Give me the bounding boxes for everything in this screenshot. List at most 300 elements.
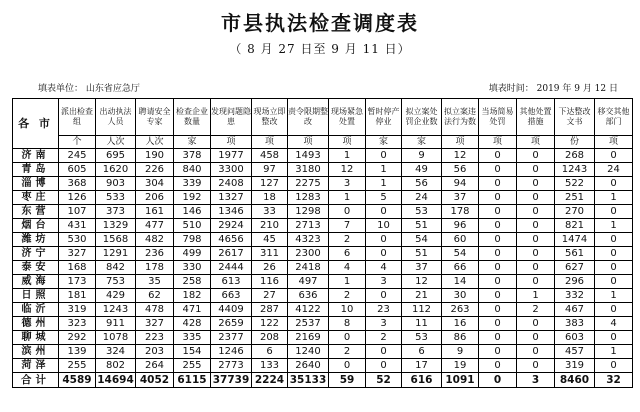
value-cell: 3	[366, 317, 402, 331]
value-cell: 0	[595, 233, 633, 247]
value-cell: 2377	[211, 331, 252, 345]
value-cell: 0	[595, 359, 633, 373]
total-cell: 59	[329, 373, 366, 388]
value-cell: 0	[479, 303, 517, 317]
unit-cell: 项	[479, 136, 517, 149]
total-cell: 6115	[174, 373, 211, 388]
total-cell: 35133	[288, 373, 329, 388]
value-cell: 636	[288, 289, 329, 303]
value-cell: 522	[555, 177, 595, 191]
value-cell: 1	[329, 275, 366, 289]
value-cell: 206	[136, 191, 174, 205]
table-row	[13, 233, 633, 247]
value-cell: 49	[402, 163, 442, 177]
value-cell: 54	[442, 247, 479, 261]
value-cell: 161	[136, 205, 174, 219]
value-cell: 1	[595, 191, 633, 205]
value-cell: 663	[211, 289, 252, 303]
value-cell: 12	[402, 275, 442, 289]
value-cell: 255	[59, 359, 96, 373]
city-cell: 临沂	[13, 303, 59, 317]
value-cell: 2	[329, 345, 366, 359]
unit-cell: 项	[329, 136, 366, 149]
value-cell: 251	[555, 191, 595, 205]
city-cell: 东营	[13, 205, 59, 219]
value-cell: 6	[329, 247, 366, 261]
value-cell: 1	[595, 219, 633, 233]
value-cell: 4	[366, 261, 402, 275]
column-header: 出动执法人员	[96, 99, 136, 136]
city-cell: 济南	[13, 149, 59, 163]
value-cell: 1	[329, 149, 366, 163]
value-cell: 0	[595, 177, 633, 191]
value-cell: 0	[517, 233, 555, 247]
value-cell: 373	[96, 205, 136, 219]
fill-unit: 填表单位： 山东省应急厅	[38, 84, 140, 94]
column-header: 暂时停产停业	[366, 99, 402, 136]
value-cell: 60	[442, 233, 479, 247]
table-row	[13, 303, 633, 317]
value-cell: 1	[595, 345, 633, 359]
value-cell: 530	[59, 233, 96, 247]
city-cell: 淄博	[13, 177, 59, 191]
column-header: 聘请安全专家	[136, 99, 174, 136]
value-cell: 1474	[555, 233, 595, 247]
value-cell: 0	[517, 345, 555, 359]
value-cell: 499	[174, 247, 211, 261]
value-cell: 3300	[211, 163, 252, 177]
value-cell: 97	[252, 163, 288, 177]
value-cell: 695	[96, 149, 136, 163]
value-cell: 37	[402, 261, 442, 275]
table-row	[13, 247, 633, 261]
value-cell: 181	[59, 289, 96, 303]
total-cell: 2224	[252, 373, 288, 388]
value-cell: 6	[402, 345, 442, 359]
value-cell: 627	[555, 261, 595, 275]
value-cell: 0	[329, 359, 366, 373]
total-row	[13, 373, 633, 388]
column-header: 其他处置措施	[517, 99, 555, 136]
value-cell: 0	[366, 359, 402, 373]
value-cell: 27	[252, 289, 288, 303]
city-cell: 威海	[13, 275, 59, 289]
value-cell: 1	[595, 289, 633, 303]
value-cell: 107	[59, 205, 96, 219]
value-cell: 112	[402, 303, 442, 317]
value-cell: 45	[252, 233, 288, 247]
city-cell: 潍坊	[13, 233, 59, 247]
value-cell: 35	[136, 275, 174, 289]
value-cell: 8	[329, 317, 366, 331]
value-cell: 0	[366, 205, 402, 219]
unit-cell: 份	[555, 136, 595, 149]
value-cell: 4409	[211, 303, 252, 317]
value-cell: 510	[174, 219, 211, 233]
value-cell: 0	[517, 219, 555, 233]
value-cell: 30	[442, 289, 479, 303]
value-cell: 2617	[211, 247, 252, 261]
value-cell: 0	[517, 331, 555, 345]
total-label: 合计	[13, 373, 59, 388]
inspection-table	[12, 98, 633, 388]
value-cell: 2	[329, 289, 366, 303]
value-cell: 2537	[288, 317, 329, 331]
value-cell: 51	[402, 247, 442, 261]
value-cell: 9	[402, 149, 442, 163]
value-cell: 497	[288, 275, 329, 289]
table-row	[13, 331, 633, 345]
value-cell: 56	[442, 163, 479, 177]
value-cell: 24	[402, 191, 442, 205]
city-column-header: 各 市	[13, 99, 59, 149]
total-cell: 14694	[97, 373, 134, 386]
total-cell: 3	[517, 373, 555, 388]
value-cell: 753	[96, 275, 136, 289]
column-header: 责令限期整改	[288, 99, 329, 136]
total-cell: 4052	[136, 373, 174, 388]
value-cell: 0	[479, 163, 517, 177]
city-cell: 德州	[13, 317, 59, 331]
value-cell: 1	[366, 177, 402, 191]
unit-cell: 项	[442, 136, 479, 149]
unit-cell: 个	[59, 136, 96, 149]
value-cell: 802	[96, 359, 136, 373]
value-cell: 2924	[211, 219, 252, 233]
value-cell: 323	[59, 317, 96, 331]
value-cell: 4	[595, 317, 633, 331]
value-cell: 2	[329, 233, 366, 247]
value-cell: 0	[517, 261, 555, 275]
value-cell: 255	[174, 359, 211, 373]
value-cell: 4656	[211, 233, 252, 247]
value-cell: 245	[59, 149, 96, 163]
value-cell: 0	[329, 331, 366, 345]
page-title: 市县执法检查调度表	[221, 11, 419, 35]
city-cell: 济宁	[13, 247, 59, 261]
value-cell: 223	[136, 331, 174, 345]
table-row	[13, 317, 633, 331]
total-cell: 0	[479, 373, 517, 388]
value-cell: 1240	[288, 345, 329, 359]
table-row	[13, 261, 633, 275]
value-cell: 1243	[555, 163, 595, 177]
value-cell: 2640	[288, 359, 329, 373]
value-cell: 146	[174, 205, 211, 219]
value-cell: 0	[595, 205, 633, 219]
unit-cell: 人次	[96, 136, 136, 149]
column-header: 移交其他部门	[595, 99, 633, 136]
value-cell: 139	[59, 345, 96, 359]
value-cell: 53	[402, 331, 442, 345]
value-cell: 533	[96, 191, 136, 205]
value-cell: 23	[366, 303, 402, 317]
table-row	[13, 345, 633, 359]
value-cell: 311	[252, 247, 288, 261]
value-cell: 56	[402, 177, 442, 191]
value-cell: 208	[252, 331, 288, 345]
value-cell: 0	[479, 331, 517, 345]
value-cell: 203	[136, 345, 174, 359]
value-cell: 911	[96, 317, 136, 331]
value-cell: 4	[329, 261, 366, 275]
value-cell: 296	[555, 275, 595, 289]
value-cell: 182	[174, 289, 211, 303]
value-cell: 0	[595, 261, 633, 275]
value-cell: 327	[136, 317, 174, 331]
total-cell: 37739	[211, 373, 252, 388]
city-cell: 菏泽	[13, 359, 59, 373]
column-header: 当场简易处罚	[479, 99, 517, 136]
value-cell: 168	[59, 261, 96, 275]
city-cell: 日照	[13, 289, 59, 303]
table-body	[13, 149, 633, 373]
value-cell: 0	[517, 149, 555, 163]
value-cell: 3180	[288, 163, 329, 177]
value-cell: 18	[252, 191, 288, 205]
value-cell: 2418	[288, 261, 329, 275]
value-cell: 178	[442, 205, 479, 219]
value-cell: 471	[174, 303, 211, 317]
unit-cell: 项	[252, 136, 288, 149]
value-cell: 339	[174, 177, 211, 191]
value-cell: 127	[252, 177, 288, 191]
value-cell: 24	[595, 163, 633, 177]
value-cell: 2	[366, 331, 402, 345]
table-row	[13, 289, 633, 303]
value-cell: 1977	[211, 149, 252, 163]
value-cell: 0	[479, 233, 517, 247]
header-row	[13, 99, 633, 136]
value-cell: 19	[442, 359, 479, 373]
value-cell: 287	[252, 303, 288, 317]
value-cell: 429	[96, 289, 136, 303]
table-row	[13, 219, 633, 233]
table-row	[13, 205, 633, 219]
value-cell: 0	[517, 191, 555, 205]
value-cell: 0	[366, 345, 402, 359]
value-cell: 9	[442, 345, 479, 359]
unit-cell: 家	[402, 136, 442, 149]
table-row	[13, 177, 633, 191]
value-cell: 51	[402, 219, 442, 233]
value-cell: 270	[555, 205, 595, 219]
unit-cell: 项	[517, 136, 555, 149]
total-cell: 32	[595, 373, 633, 388]
units-row	[13, 136, 633, 149]
value-cell: 304	[136, 177, 174, 191]
value-cell: 12	[329, 163, 366, 177]
column-header: 拟立案处罚企业数	[402, 99, 442, 136]
value-cell: 431	[59, 219, 96, 233]
city-cell: 烟台	[13, 219, 59, 233]
value-cell: 154	[174, 345, 211, 359]
value-cell: 2169	[288, 331, 329, 345]
value-cell: 840	[174, 163, 211, 177]
value-cell: 0	[479, 275, 517, 289]
table-row	[13, 275, 633, 289]
value-cell: 226	[136, 163, 174, 177]
total-cell: 8460	[555, 373, 595, 388]
value-cell: 10	[366, 219, 402, 233]
value-cell: 26	[252, 261, 288, 275]
value-cell: 561	[555, 247, 595, 261]
value-cell: 457	[555, 345, 595, 359]
value-cell: 0	[479, 191, 517, 205]
value-cell: 4323	[288, 233, 329, 247]
value-cell: 0	[366, 247, 402, 261]
value-cell: 0	[479, 219, 517, 233]
value-cell: 1246	[211, 345, 252, 359]
value-cell: 482	[136, 233, 174, 247]
unit-cell: 项	[211, 136, 252, 149]
value-cell: 62	[136, 289, 174, 303]
value-cell: 21	[402, 289, 442, 303]
value-cell: 1291	[96, 247, 136, 261]
value-cell: 11	[402, 317, 442, 331]
unit-cell: 人次	[136, 136, 174, 149]
table-row	[13, 163, 633, 177]
city-cell: 泰安	[13, 261, 59, 275]
date-range-subtitle: （ 8 月 27 日至 9 月 11 日）	[229, 42, 411, 56]
value-cell: 0	[479, 359, 517, 373]
value-cell: 2773	[211, 359, 252, 373]
value-cell: 178	[136, 261, 174, 275]
value-cell: 0	[517, 163, 555, 177]
value-cell: 1078	[96, 331, 136, 345]
value-cell: 17	[402, 359, 442, 373]
value-cell: 903	[96, 177, 136, 191]
city-cell: 滨州	[13, 345, 59, 359]
city-cell: 枣庄	[13, 191, 59, 205]
column-header: 下达整改文书	[555, 99, 595, 136]
value-cell: 0	[479, 345, 517, 359]
total-cell: 52	[366, 373, 402, 388]
value-cell: 0	[479, 317, 517, 331]
column-header: 现场立即整改	[252, 99, 288, 136]
table-row	[13, 149, 633, 163]
value-cell: 0	[517, 247, 555, 261]
value-cell: 603	[555, 331, 595, 345]
value-cell: 1243	[96, 303, 136, 317]
value-cell: 116	[252, 275, 288, 289]
value-cell: 190	[136, 149, 174, 163]
value-cell: 292	[59, 331, 96, 345]
value-cell: 264	[136, 359, 174, 373]
value-cell: 7	[329, 219, 366, 233]
value-cell: 173	[59, 275, 96, 289]
value-cell: 122	[252, 317, 288, 331]
value-cell: 0	[479, 205, 517, 219]
value-cell: 4122	[288, 303, 329, 317]
value-cell: 2	[517, 303, 555, 317]
value-cell: 1620	[96, 163, 136, 177]
fill-date: 填表时间： 2019 年 9 月 12 日	[488, 84, 618, 94]
table-row	[13, 191, 633, 205]
value-cell: 2713	[288, 219, 329, 233]
value-cell: 0	[595, 149, 633, 163]
unit-cell: 家	[174, 136, 211, 149]
value-cell: 1	[366, 163, 402, 177]
column-header: 发现问题隐患	[211, 99, 252, 136]
value-cell: 66	[442, 261, 479, 275]
value-cell: 1298	[288, 205, 329, 219]
value-cell: 0	[517, 177, 555, 191]
value-cell: 605	[59, 163, 96, 177]
value-cell: 0	[329, 205, 366, 219]
value-cell: 133	[252, 359, 288, 373]
value-cell: 53	[402, 205, 442, 219]
total-cell: 1091	[442, 373, 479, 388]
value-cell: 383	[555, 317, 595, 331]
column-header: 派出检查组	[59, 99, 96, 136]
value-cell: 798	[174, 233, 211, 247]
city-cell: 青岛	[13, 163, 59, 177]
value-cell: 478	[136, 303, 174, 317]
value-cell: 2275	[288, 177, 329, 191]
value-cell: 37	[442, 191, 479, 205]
unit-cell: 家	[366, 136, 402, 149]
value-cell: 428	[174, 317, 211, 331]
column-header: 现场紧急处置	[329, 99, 366, 136]
value-cell: 33	[252, 205, 288, 219]
value-cell: 12	[442, 149, 479, 163]
value-cell: 477	[136, 219, 174, 233]
value-cell: 467	[555, 303, 595, 317]
unit-cell: 项	[595, 136, 633, 149]
value-cell: 1493	[288, 149, 329, 163]
value-cell: 5	[366, 191, 402, 205]
table-row	[13, 359, 633, 373]
value-cell: 1329	[96, 219, 136, 233]
value-cell: 0	[366, 149, 402, 163]
value-cell: 86	[442, 331, 479, 345]
value-cell: 263	[442, 303, 479, 317]
value-cell: 0	[479, 177, 517, 191]
value-cell: 192	[174, 191, 211, 205]
column-header: 检查企业数量	[174, 99, 211, 136]
value-cell: 327	[59, 247, 96, 261]
value-cell: 0	[595, 247, 633, 261]
value-cell: 3	[366, 275, 402, 289]
value-cell: 54	[402, 233, 442, 247]
value-cell: 1283	[288, 191, 329, 205]
value-cell: 94	[442, 177, 479, 191]
column-header: 拟立案违法行为数	[442, 99, 479, 136]
value-cell: 0	[366, 289, 402, 303]
value-cell: 14	[442, 275, 479, 289]
value-cell: 0	[517, 205, 555, 219]
value-cell: 324	[96, 345, 136, 359]
value-cell: 0	[479, 261, 517, 275]
value-cell: 0	[479, 289, 517, 303]
value-cell: 0	[479, 247, 517, 261]
value-cell: 0	[595, 275, 633, 289]
value-cell: 96	[442, 219, 479, 233]
unit-cell: 项	[288, 136, 329, 149]
value-cell: 258	[174, 275, 211, 289]
value-cell: 268	[555, 149, 595, 163]
value-cell: 210	[252, 219, 288, 233]
value-cell: 2408	[211, 177, 252, 191]
value-cell: 2300	[288, 247, 329, 261]
value-cell: 0	[366, 233, 402, 247]
value-cell: 1	[329, 191, 366, 205]
value-cell: 2659	[211, 317, 252, 331]
value-cell: 1	[517, 289, 555, 303]
value-cell: 0	[517, 317, 555, 331]
value-cell: 842	[96, 261, 136, 275]
